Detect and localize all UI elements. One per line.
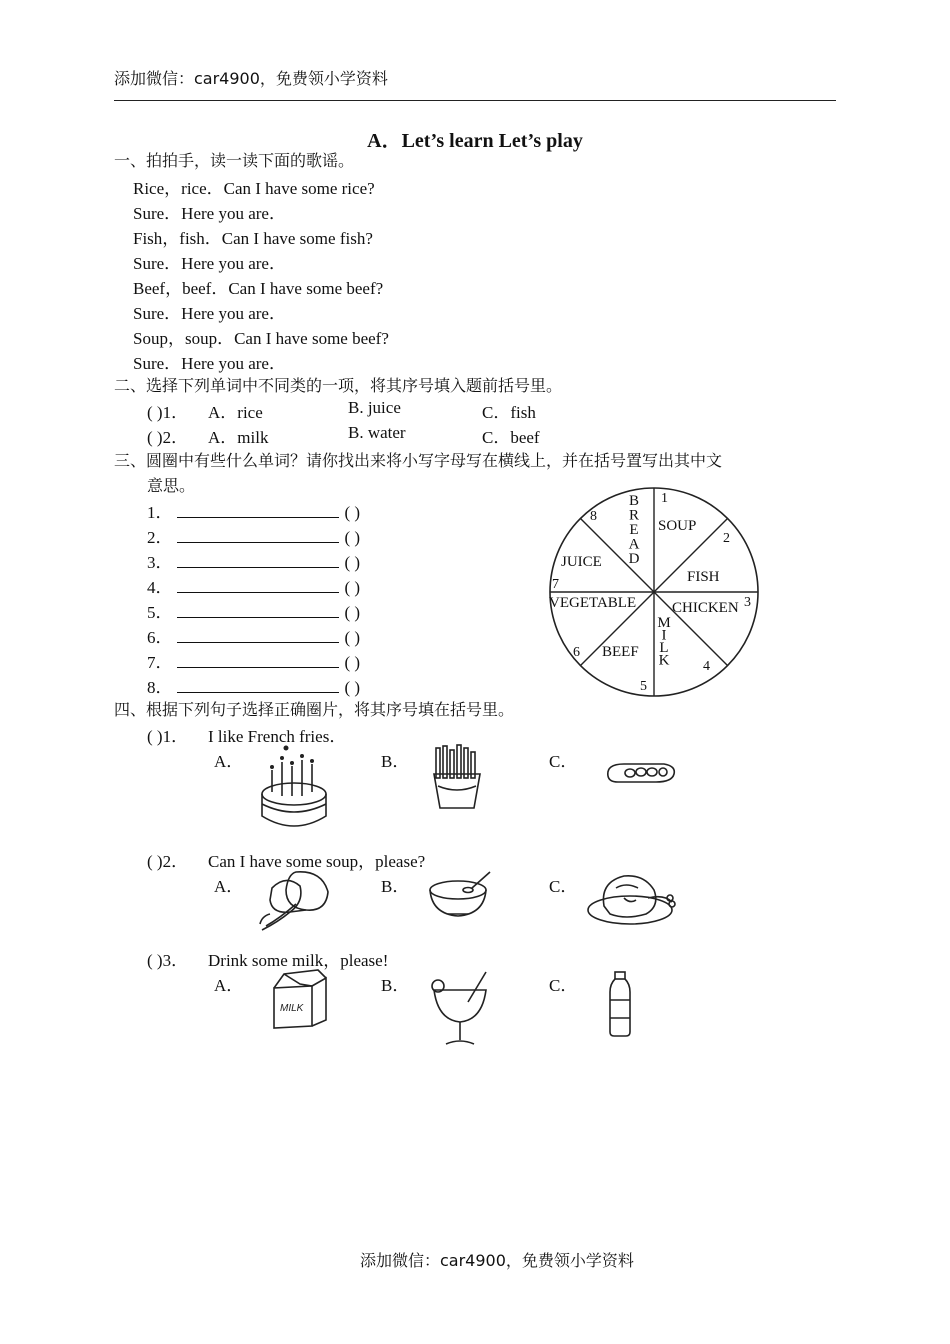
wheel-number: 3 [744, 595, 751, 610]
chant-line: Soup，soup．Can I have some beef? [133, 329, 389, 348]
wheel-letter: M [657, 615, 671, 631]
footer-note: 添加微信：car4900，免费领小学资料 [360, 1251, 634, 1270]
row-number: 8． [147, 678, 173, 697]
meaning-paren[interactable]: ( ) [344, 553, 361, 572]
milk-carton-icon[interactable] [270, 968, 330, 1032]
section1-heading: 一、拍拍手，读一读下面的歌谣。 [114, 151, 355, 170]
wheel-word-beef: BEEF [602, 644, 639, 660]
vegetable-icon[interactable] [256, 868, 332, 934]
milk-label: MILK [280, 1003, 304, 1014]
fill-row [147, 673, 360, 698]
wheel-number: 8 [590, 509, 597, 524]
fill-row [147, 648, 360, 673]
s4-question-number[interactable]: ( )3． [147, 951, 189, 970]
meaning-paren[interactable]: ( ) [344, 628, 361, 647]
fill-row [147, 523, 360, 548]
wheel-letter: E [629, 522, 639, 538]
section4-heading: 四、根据下列句子选择正确圈片，将其序号填在括号里。 [114, 700, 515, 719]
meaning-paren[interactable]: ( ) [344, 653, 361, 672]
s4-option-a[interactable]: A． [214, 877, 244, 896]
fill-row [147, 573, 360, 598]
answer-blank[interactable] [177, 628, 339, 643]
wheel-number: 4 [703, 659, 710, 674]
word-wheel [544, 484, 760, 698]
s4-question-text: Drink some milk，please! [208, 951, 389, 970]
s4-option-b[interactable]: B． [381, 976, 410, 995]
wheel-number: 6 [573, 645, 580, 660]
juice-glass-icon[interactable] [428, 968, 492, 1050]
wheel-word-chicken: CHICKEN [672, 600, 739, 616]
fill-row [147, 598, 360, 623]
row-number: 4． [147, 578, 173, 597]
section2-heading: 二、选择下列单词中不同类的一项，将其序号填入题前括号里。 [114, 376, 563, 395]
meaning-paren[interactable]: ( ) [344, 578, 361, 597]
water-bottle-icon[interactable] [604, 970, 636, 1038]
wheel-letter: A [628, 536, 640, 553]
section3-heading: 三、圆圈中有些什么单词？请你找出来将小写字母写在横线上，并在括号置写出其中文 [114, 451, 723, 470]
answer-blank[interactable] [177, 653, 339, 668]
page-title: A．Let’s learn Let’s play [367, 130, 583, 152]
wheel-word-juice: JUICE [561, 554, 602, 570]
answer-blank[interactable] [177, 553, 339, 568]
header-note: 添加微信：car4900，免费领小学资料 [114, 69, 388, 88]
wheel-word-milk [657, 615, 670, 669]
s2-option-a: A．rice [208, 403, 263, 422]
chant-line: Fish，fish．Can I have some fish? [133, 229, 373, 248]
s4-option-a[interactable]: A． [214, 976, 244, 995]
bread-icon[interactable] [604, 758, 676, 786]
chant-line: Sure．Here you are． [133, 354, 286, 373]
s4-option-c[interactable]: C． [549, 877, 578, 896]
wheel-number: 1 [661, 491, 668, 506]
s4-question-text: I like French fries． [208, 727, 347, 746]
row-number: 1． [147, 503, 173, 522]
wheel-word-bread [629, 493, 640, 567]
answer-blank[interactable] [177, 678, 339, 693]
s2-option-c: C．fish [482, 403, 536, 422]
wheel-letter: K [658, 652, 670, 669]
row-number: 5． [147, 603, 173, 622]
fill-row [147, 623, 360, 648]
wheel-word-soup: SOUP [658, 518, 697, 534]
s2-question-number[interactable]: ( )2． [147, 428, 189, 447]
answer-blank[interactable] [177, 528, 339, 543]
s2-option-c: C．beef [482, 428, 540, 447]
chant-line: Beef，beef．Can I have some beef? [133, 279, 384, 298]
s4-question-text: Can I have some soup，please? [208, 852, 426, 871]
wheel-letter: B [628, 493, 640, 509]
s2-option-b: B. juice [348, 398, 401, 417]
s4-option-a[interactable]: A． [214, 752, 244, 771]
meaning-paren[interactable]: ( ) [344, 528, 361, 547]
chant-line: Sure．Here you are． [133, 204, 286, 223]
row-number: 2． [147, 528, 173, 547]
wheel-letter: D [628, 551, 640, 567]
meaning-paren[interactable]: ( ) [344, 678, 361, 697]
wheel-word-fish: FISH [687, 569, 720, 585]
wheel-letter: R [628, 507, 640, 524]
answer-blank[interactable] [177, 603, 339, 618]
s2-option-b: B. water [348, 423, 406, 442]
s4-option-c[interactable]: C． [549, 752, 578, 771]
meaning-paren[interactable]: ( ) [344, 503, 361, 522]
fill-row [147, 548, 360, 573]
fill-row [147, 498, 360, 523]
wheel-letter: I [661, 627, 667, 644]
section3-heading-cont: 意思。 [147, 476, 196, 495]
s4-question-number[interactable]: ( )2． [147, 852, 189, 871]
wheel-letter: L [659, 640, 669, 656]
wheel-number: 5 [640, 679, 647, 694]
row-number: 7． [147, 653, 173, 672]
wheel-number: 7 [552, 577, 559, 592]
row-number: 6． [147, 628, 173, 647]
s2-question-number[interactable]: ( )1． [147, 403, 189, 422]
chant-line: Sure．Here you are． [133, 254, 286, 273]
french-fries-icon[interactable] [432, 744, 482, 812]
s4-option-b[interactable]: B． [381, 877, 410, 896]
soup-bowl-icon[interactable] [428, 870, 494, 922]
wheel-number: 2 [723, 531, 730, 546]
answer-blank[interactable] [177, 503, 339, 518]
s4-option-c[interactable]: C． [549, 976, 578, 995]
s4-question-number[interactable]: ( )1． [147, 727, 189, 746]
roast-chicken-icon[interactable] [586, 868, 678, 928]
answer-blank[interactable] [177, 578, 339, 593]
header-rule [114, 100, 836, 101]
row-number: 3． [147, 553, 173, 572]
meaning-paren[interactable]: ( ) [344, 603, 361, 622]
chant-line: Rice，rice．Can I have some rice? [133, 179, 375, 198]
s4-option-b[interactable]: B． [381, 752, 410, 771]
cake-icon[interactable] [258, 744, 330, 832]
wheel-word-vegetable: VEGETABLE [549, 595, 637, 611]
s2-option-a: A．milk [208, 428, 269, 447]
chant-line: Sure．Here you are． [133, 304, 286, 323]
